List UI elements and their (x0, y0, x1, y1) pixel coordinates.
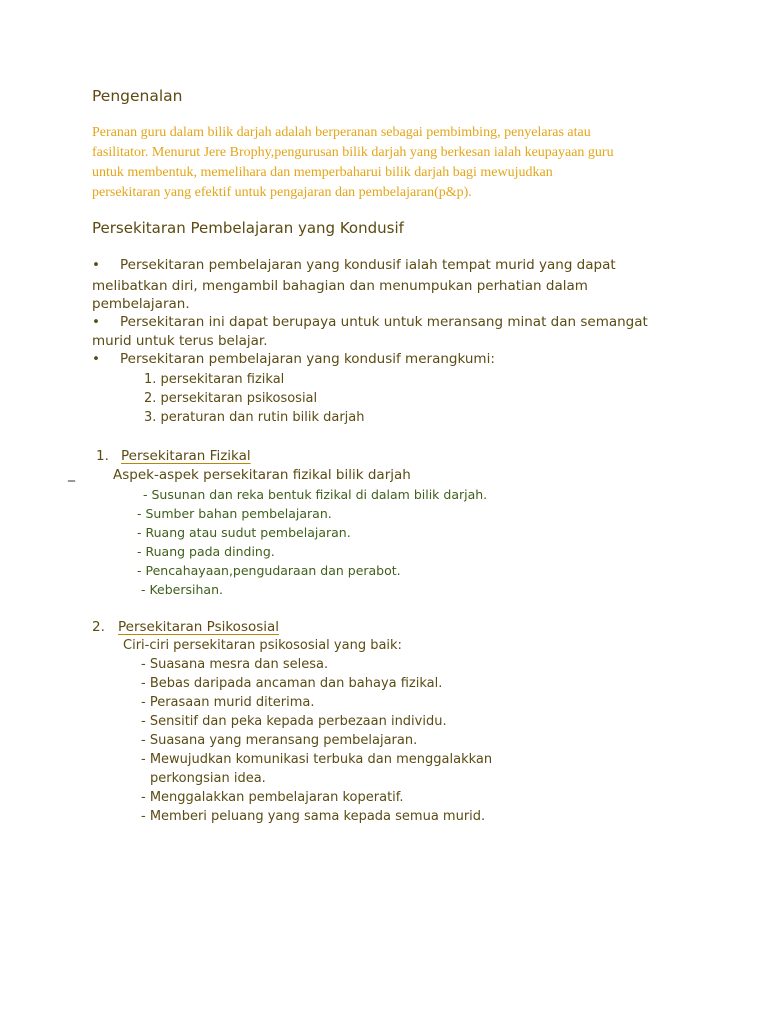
psikososial-item-4: - Sensitif dan peka kepada perbezaan individu. (141, 714, 447, 729)
fizikal-marker: _ (68, 466, 75, 482)
psikososial-item-6-cont: perkongsian idea. (150, 771, 266, 786)
fizikal-item-6: - Kebersihan. (141, 582, 223, 597)
intro-line-1: Peranan guru dalam bilik darjah adalah berperanan sebagai pembimbing, penyelaras atau (92, 125, 591, 140)
bullet-1-line-2: melibatkan diri, mengambil bahagian dan menumpukan perhatian dalam (92, 278, 588, 294)
fizikal-item-1: - Susunan dan reka bentuk fizikal di dalam bilik darjah. (143, 487, 488, 502)
bullet-3-line-1: Persekitaran pembelajaran yang kondusif merangkumi: (120, 351, 495, 367)
bullet-2-line-1: Persekitaran ini dapat berupaya untuk untuk meransang minat dan semangat (120, 314, 648, 330)
intro-line-4: persekitaran yang efektif untuk pengajaran dan pembelajaran(p&p). (92, 185, 472, 200)
psikososial-item-5: - Suasana yang meransang pembelajaran. (141, 733, 418, 748)
numbered-item-1: 1. persekitaran fizikal (144, 372, 285, 387)
fizikal-heading: Persekitaran Fizikal (121, 448, 251, 464)
bullet-1-line-1: Persekitaran pembelajaran yang kondusif ialah tempat murid yang dapat (120, 257, 616, 273)
psikososial-number: 2. (92, 619, 105, 635)
bullet-3-dot: • (92, 351, 100, 367)
fizikal-item-3: - Ruang atau sudut pembelajaran. (137, 525, 351, 540)
psikososial-item-6: - Mewujudkan komunikasi terbuka dan menggalakkan (141, 752, 493, 767)
fizikal-subheading: Aspek-aspek persekitaran fizikal bilik darjah (113, 467, 411, 483)
bullet-1-dot: • (92, 257, 100, 273)
fizikal-item-5: - Pencahayaan,pengudaraan dan perabot. (137, 563, 401, 578)
fizikal-number: 1. (96, 448, 109, 464)
bullet-1-line-3: pembelajaran. (92, 296, 190, 312)
numbered-item-3: 3. peraturan dan rutin bilik darjah (144, 410, 365, 425)
psikososial-subheading: Ciri-ciri persekitaran psikososial yang baik: (123, 638, 402, 653)
intro-line-2: fasilitator. Menurut Jere Brophy,pengurusan bilik darjah yang berkesan ialah keupayaan guru (92, 145, 614, 160)
psikososial-heading: Persekitaran Psikososial (118, 619, 280, 635)
psikososial-item-7: - Menggalakkan pembelajaran koperatif. (141, 790, 404, 805)
section-heading: Persekitaran Pembelajaran yang Kondusif (92, 219, 404, 237)
psikososial-item-1: - Suasana mesra dan selesa. (141, 657, 329, 672)
page-title: Pengenalan (92, 87, 183, 105)
bullet-2-dot: • (92, 314, 100, 330)
fizikal-item-2: - Sumber bahan pembelajaran. (137, 506, 332, 521)
bullet-2-line-2: murid untuk terus belajar. (92, 333, 268, 349)
numbered-item-2: 2. persekitaran psikososial (144, 391, 318, 406)
intro-line-3: untuk membentuk, memelihara dan memperbaharui bilik darjah bagi mewujudkan (92, 165, 553, 180)
psikososial-item-8: - Memberi peluang yang sama kepada semua murid. (141, 809, 486, 824)
fizikal-item-4: - Ruang pada dinding. (137, 544, 275, 559)
psikososial-item-3: - Perasaan murid diterima. (141, 695, 315, 710)
psikososial-item-2: - Bebas daripada ancaman dan bahaya fizikal. (141, 676, 443, 691)
